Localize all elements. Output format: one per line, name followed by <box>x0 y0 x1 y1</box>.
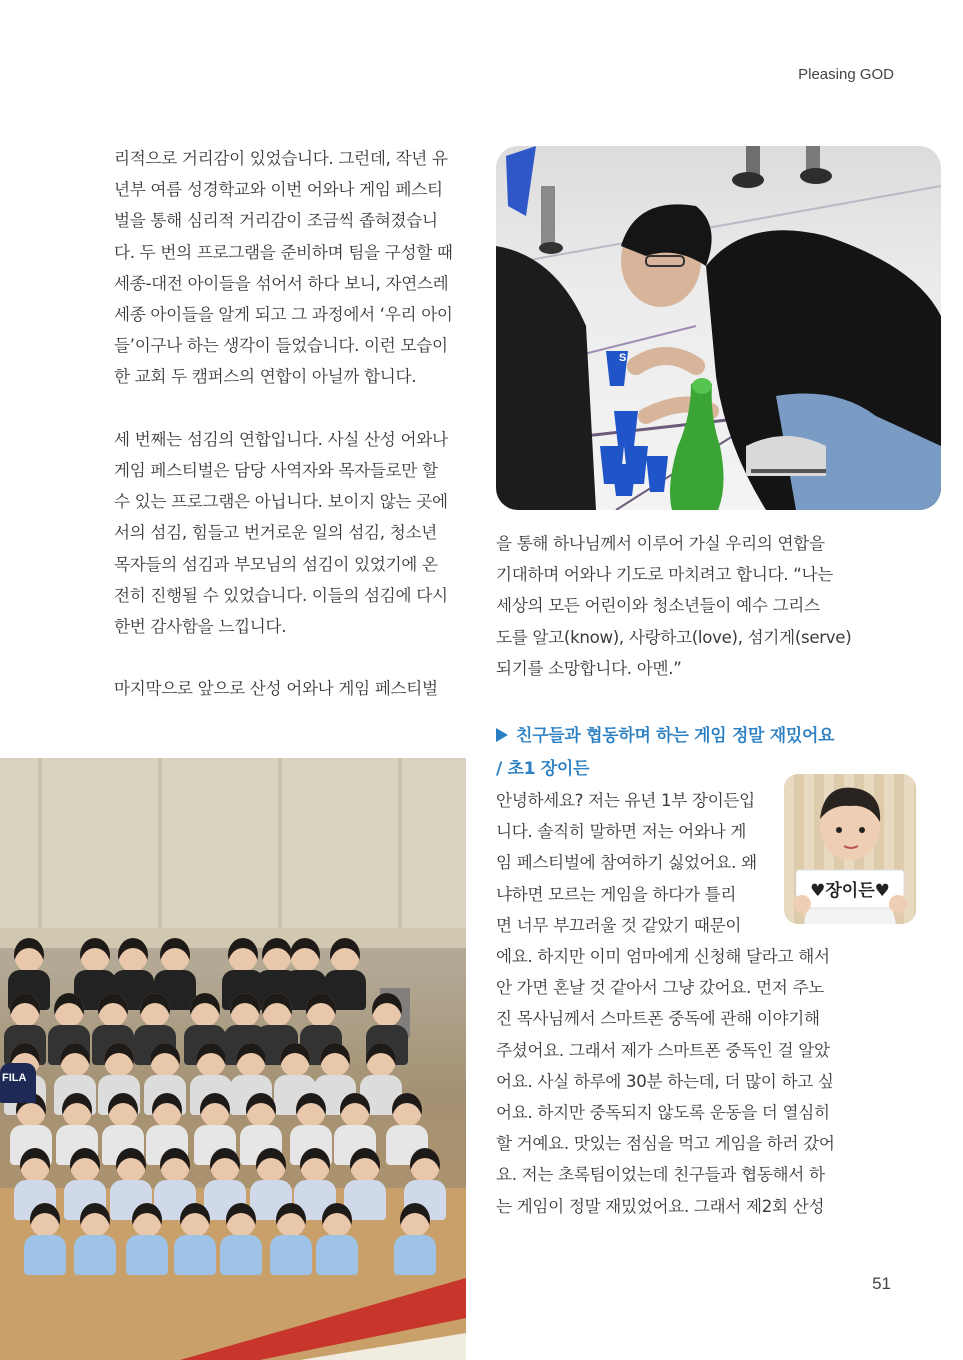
child-sign-text: ♥장이든♥ <box>810 881 890 901</box>
text-line: 년부 여름 성경학교와 이번 어와나 게임 페스티 <box>114 180 443 200</box>
paragraph-gap <box>114 642 474 673</box>
person-body <box>270 1235 312 1275</box>
person-head <box>410 1148 440 1182</box>
person-head <box>276 1203 306 1237</box>
text-line: 한 교회 두 캠퍼스의 연합이 아닐까 합니다. <box>114 367 417 387</box>
text-line: 진 목사님께서 스마트폰 중독에 관해 이야기해 <box>496 1009 820 1029</box>
person-head <box>280 1043 310 1077</box>
text-line: 안녕하세요? 저는 유년 1부 장이든입 <box>496 791 755 810</box>
person-head <box>300 1148 330 1182</box>
person-head <box>54 993 84 1027</box>
person-head <box>80 938 110 972</box>
left-column-text <box>114 143 474 705</box>
person-head <box>160 938 190 972</box>
text-line: 벌을 통해 심리적 거리감이 조금씩 좁혀졌습니 <box>114 211 438 231</box>
person-head <box>262 938 292 972</box>
text-line: 전히 진행될 수 있었습니다. 이들의 섬김에 다시 <box>114 585 448 605</box>
person-head <box>70 1148 100 1182</box>
text-line: 세상의 모든 어린이와 청소년들이 예수 그리스 <box>496 596 820 616</box>
running-header: Pleasing GOD <box>798 66 894 83</box>
text-line: 에요. 하지만 이미 엄마에게 신청해 달라고 해서 <box>496 947 830 967</box>
text-line: 안 가면 혼날 것 같아서 그냥 갔어요. 먼저 주노 <box>496 978 824 998</box>
text-line: 세종-대전 아이들을 섞어서 하다 보니, 자연스레 <box>114 273 449 293</box>
person-head <box>30 1203 60 1237</box>
person-head <box>320 1043 350 1077</box>
person-body <box>316 1235 358 1275</box>
person-head <box>10 993 40 1027</box>
right-column-text <box>496 528 866 684</box>
cup-stacking-photo <box>496 146 941 510</box>
text-line: 기대하며 어와나 기도로 마치려고 합니다. “나는 <box>496 565 834 585</box>
person-head <box>108 1093 138 1127</box>
text-line: 는 게임이 정말 재밌었어요. 그래서 제2회 산성 <box>496 1196 825 1216</box>
text-line: 리적으로 거리감이 있었습니다. 그런데, 작년 유 <box>114 149 448 168</box>
text-line: 어요. 사실 하루에 30분 하는데, 더 많이 하고 싶 <box>496 1071 834 1091</box>
person-head <box>226 1203 256 1237</box>
text-line: 되기를 소망합니다. 아멘.” <box>496 658 682 678</box>
person-head <box>152 1093 182 1127</box>
person-body <box>220 1235 262 1275</box>
person-body <box>394 1235 436 1275</box>
shirt-logo-text: FILA <box>2 1072 27 1084</box>
text-line: 서의 섬김, 힘들고 번거로운 일의 섬김, 청소년 <box>114 523 437 543</box>
person-head <box>228 938 258 972</box>
person-head <box>296 1093 326 1127</box>
paragraph-gap <box>114 393 474 424</box>
person-head <box>118 938 148 972</box>
triangle-bullet-icon <box>496 728 508 742</box>
person-head <box>180 1203 210 1237</box>
text-line: 임 페스티벌에 참여하기 싫었어요. 왜 <box>496 853 757 873</box>
person-head <box>196 1043 226 1077</box>
section-heading <box>496 720 834 786</box>
text-line: 요. 저는 초록팀이었는데 친구들과 협동해서 하 <box>496 1165 825 1185</box>
person-head <box>330 938 360 972</box>
text-line: 을 통해 하나님께서 이루어 가실 우리의 연합을 <box>496 534 825 553</box>
person-head <box>236 1043 266 1077</box>
crowd <box>0 758 466 1360</box>
text-line: 들’이구나 하는 생각이 들었습니다. 이런 모습이 <box>114 336 448 356</box>
person-body <box>174 1235 216 1275</box>
group-photo <box>0 758 466 1360</box>
text-line: 니다. 솔직히 말하면 저는 어와나 게 <box>496 822 747 842</box>
text-line: 목자들의 섬김과 부모님의 섬김이 있었기에 온 <box>114 554 438 574</box>
text-line: 수 있는 프로그램은 아닙니다. 보이지 않는 곳에 <box>114 492 448 512</box>
person-head <box>400 1203 430 1237</box>
person-head <box>392 1093 422 1127</box>
person-head <box>246 1093 276 1127</box>
person-head <box>60 1043 90 1077</box>
person-head <box>140 993 170 1027</box>
person-head <box>200 1093 230 1127</box>
person-head <box>366 1043 396 1077</box>
person-head <box>14 938 44 972</box>
person-head <box>20 1148 50 1182</box>
person-head <box>322 1203 352 1237</box>
person-head <box>104 1043 134 1077</box>
person-head <box>80 1203 110 1237</box>
person-head <box>62 1093 92 1127</box>
person-head <box>210 1148 240 1182</box>
person-body <box>24 1235 66 1275</box>
person-head <box>132 1203 162 1237</box>
person-head <box>160 1148 190 1182</box>
text-line: 면 너무 부끄러울 것 같았기 때문이 <box>496 915 742 935</box>
person-head <box>150 1043 180 1077</box>
person-head <box>350 1148 380 1182</box>
cup-stacking-illustration <box>496 146 941 510</box>
person-head <box>262 993 292 1027</box>
text-line: 어요. 하지만 중독되지 않도록 운동을 더 열심히 <box>496 1103 830 1123</box>
person-body <box>126 1235 168 1275</box>
text-line: 세 번째는 섬김의 연합입니다. 사실 산성 어와나 <box>114 429 448 449</box>
person-head <box>290 938 320 972</box>
text-line: 주셨어요. 그래서 제가 스마트폰 중독인 걸 알았 <box>496 1040 830 1060</box>
text-line: 한번 감사함을 느낍니다. <box>114 617 287 637</box>
text-line: 할 거예요. 맛있는 점심을 먹고 게임을 하러 갔어 <box>496 1134 835 1154</box>
text-line: 도를 알고(know), 사랑하고(love), 섬기게(serve) <box>496 627 852 647</box>
section-heading-author: / 초1 장이든 <box>496 759 590 779</box>
page-number: 51 <box>872 1274 891 1293</box>
person-body <box>74 1235 116 1275</box>
section-body-text <box>496 785 866 1222</box>
person-head <box>372 993 402 1027</box>
text-line: 세종 아이들을 알게 되고 그 과정에서 ‘우리 아이 <box>114 305 453 325</box>
person-head <box>230 993 260 1027</box>
person-head <box>306 993 336 1027</box>
person-head <box>98 993 128 1027</box>
section-heading-title: 친구들과 협동하며 하는 게임 정말 재밌어요 <box>516 726 835 746</box>
person-head <box>116 1148 146 1182</box>
person-head <box>256 1148 286 1182</box>
text-line: 마지막으로 앞으로 산성 어와나 게임 페스티벌 <box>114 679 438 699</box>
person-head <box>190 993 220 1027</box>
person-head <box>340 1093 370 1127</box>
text-line: 다. 두 번의 프로그램을 준비하며 팀을 구성할 때 <box>114 242 453 262</box>
text-line: 게임 페스티벌은 담당 사역자와 목자들로만 할 <box>114 461 438 481</box>
text-line: 냐하면 모르는 게임을 하다가 틀리 <box>496 884 737 904</box>
cup-logo-text: S <box>619 352 627 364</box>
